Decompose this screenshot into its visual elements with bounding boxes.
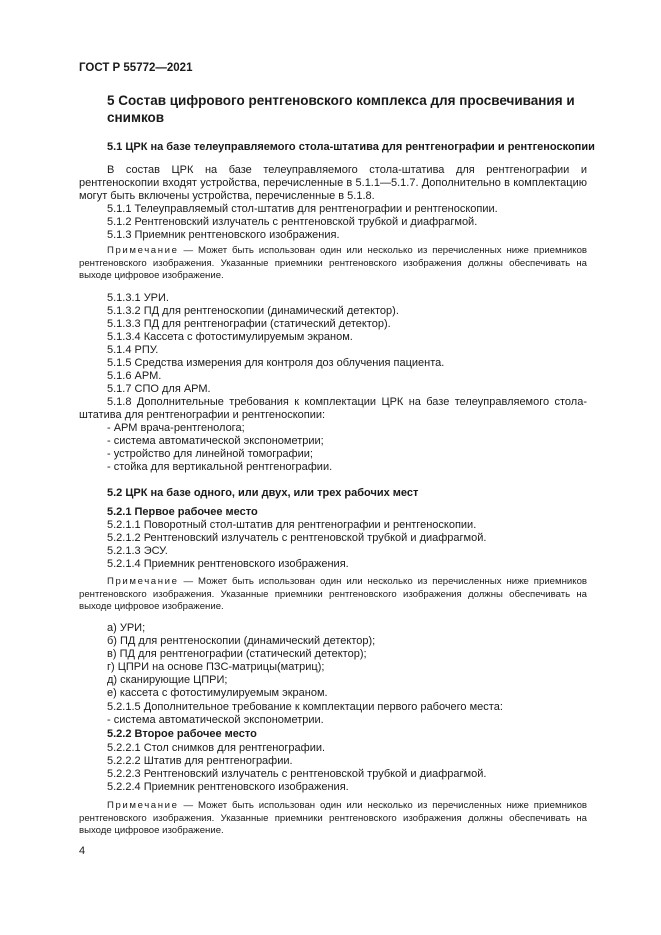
list-item: д) сканирующие ЦПРИ; (107, 674, 228, 686)
note-label: Примечание (107, 245, 179, 256)
list-item: - устройство для линейной томографии; (107, 448, 313, 460)
list-item: 5.2.2.1 Стол снимков для рентгенографии. (107, 742, 326, 754)
list-item: б) ПД для рентгеноскопии (динамический детектор); (107, 635, 376, 647)
list-item: г) ЦПРИ на основе ПЗС-матрицы(матриц); (107, 661, 325, 673)
list-item: - система автоматической экспонометрии; (107, 435, 324, 447)
list-item: 5.1.3 Приемник рентгеновского изображения. (107, 229, 340, 241)
section-title: 5 Состав цифрового рентгеновского комплекса для просвечивания и снимков (107, 93, 575, 125)
note-5-2-1 (79, 576, 587, 614)
subsection-5-2-heading: 5.2 ЦРК на базе одного, или двух, или трех рабочих мест (107, 487, 419, 499)
subsection-5-2-2-heading: 5.2.2 Второе рабочее место (107, 728, 257, 740)
subsection-5-1-intro: В состав ЦРК на базе телеуправляемого стола-штатива для рентгенографии и рентгеноскопии входят устройства, перечисленные в 5.1.1—5.1.7. Дополнительно в комплектацию могут быть включены устройства, перечисленные в 5.1.8. (79, 164, 587, 202)
list-item: 5.2.1.1 Поворотный стол-штатив для рентгенографии и рентгеноскопии. (107, 519, 477, 531)
list-item: 5.1.2 Рентгеновский излучатель с рентгеновской трубкой и диафрагмой. (107, 216, 478, 228)
note-text: — Может быть использован один или несколько из перечисленных ниже приемников рентгеновского изображения. Указанные приемники рентгеновского изображения должны обеспечивать на выходе цифровое изображение. (79, 576, 587, 612)
list-item: 5.2.2.4 Приемник рентгеновского изображения. (107, 781, 349, 793)
list-item: - стойка для вертикальной рентгенографии. (107, 461, 333, 473)
subsection-5-2-1-heading: 5.2.1 Первое рабочее место (107, 506, 258, 518)
note-text: — Может быть использован один или несколько из перечисленных ниже приемников рентгеновского изображения. Указанные приемники рентгеновского изображения должны обеспечивать на выходе цифровое изображение. (79, 800, 587, 836)
list-item: 5.1.5 Средства измерения для контроля доз облучения пациента. (107, 357, 445, 369)
list-item: 5.1.4 РПУ. (107, 344, 159, 356)
item-5-2-1-5: 5.2.1.5 Дополнительное требование к комплектации первого рабочего места: (107, 701, 503, 713)
list-item: 5.1.3.3 ПД для рентгенографии (статический детектор). (107, 318, 391, 330)
list-item: 5.2.1.3 ЭСУ. (107, 545, 168, 557)
note-text: — Может быть использован один или несколько из перечисленных ниже приемников рентгеновского изображения. Указанные приемники рентгеновского изображения должны обеспечивать на выходе цифровое изображение. (79, 245, 587, 281)
list-item: 5.1.1 Телеуправляемый стол-штатив для рентгенографии и рентгеноскопии. (107, 203, 498, 215)
list-item: 5.2.2.2 Штатив для рентгенографии. (107, 755, 293, 767)
note-label: Примечание (107, 800, 179, 811)
list-item: 5.1.3.4 Кассета с фотостимулируемым экраном. (107, 331, 353, 343)
list-item: - система автоматической экспонометрии. (107, 714, 324, 726)
list-item: - АРМ врача-рентгенолога; (107, 422, 245, 434)
list-item: в) ПД для рентгенографии (статический детектор); (107, 648, 367, 660)
item-5-1-8: 5.1.8 Дополнительные требования к комплектации ЦРК на базе телеуправляемого стола-штатива для рентгенографии и рентгеноскопии: (79, 396, 587, 421)
list-item: а) УРИ; (107, 622, 146, 634)
list-item: 5.1.7 СПО для АРМ. (107, 383, 211, 395)
note-5-1 (79, 245, 587, 283)
list-item: 5.2.2.3 Рентгеновский излучатель с рентгеновской трубкой и диафрагмой. (107, 768, 487, 780)
list-item: е) кассета с фотостимулируемым экраном. (107, 687, 328, 699)
note-5-2-2 (79, 800, 587, 838)
list-item: 5.1.3.1 УРИ. (107, 292, 169, 304)
note-label: Примечание (107, 576, 179, 587)
list-item: 5.2.1.2 Рентгеновский излучатель с рентгеновской трубкой и диафрагмой. (107, 532, 487, 544)
page-number: 4 (79, 845, 86, 857)
list-item: 5.1.3.2 ПД для рентгеноскопии (динамический детектор). (107, 305, 399, 317)
subsection-5-1-heading: 5.1 ЦРК на базе телеуправляемого стола-штатива для рентгенографии и рентгеноскопии (107, 141, 595, 153)
standard-number: ГОСТ Р 55772—2021 (79, 62, 193, 74)
list-item: 5.1.6 АРМ. (107, 370, 162, 382)
list-item: 5.2.1.4 Приемник рентгеновского изображения. (107, 558, 349, 570)
